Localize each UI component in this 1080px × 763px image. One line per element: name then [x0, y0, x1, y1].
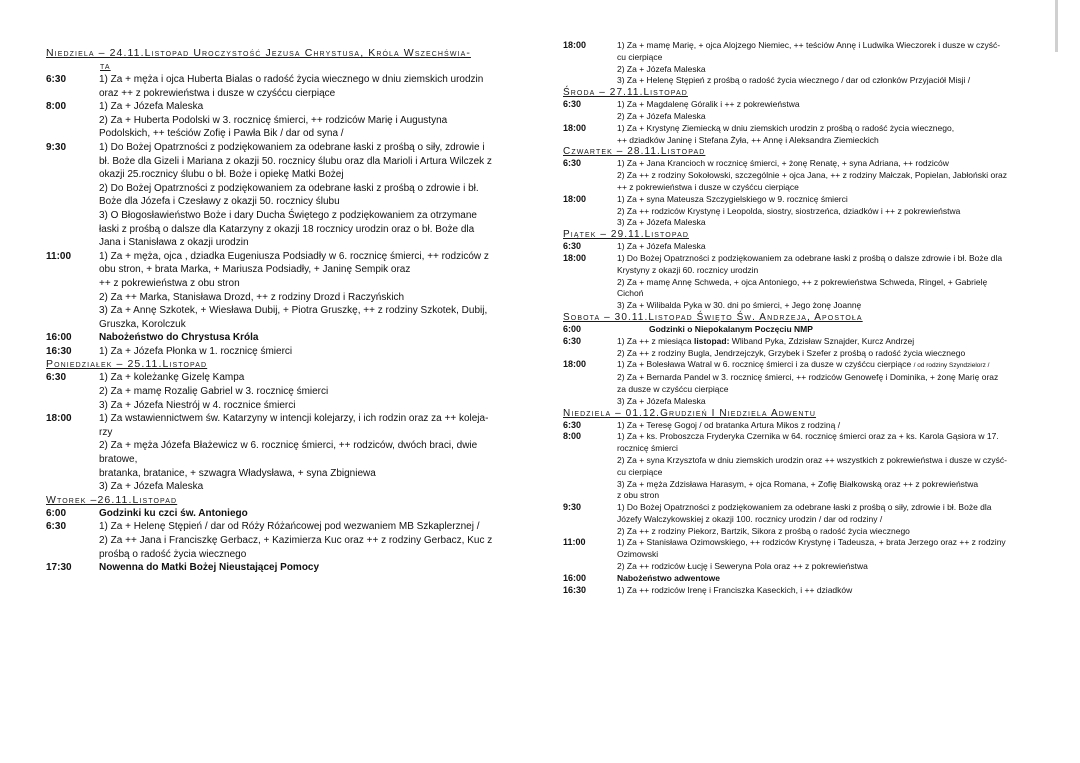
donor-note: / od rodziny Szyndzielorz /: [913, 362, 990, 370]
mass-time: 6:30: [563, 335, 582, 346]
intention-line: prośbą o radość życia wiecznego: [99, 548, 247, 560]
month-label: listopad:: [694, 335, 730, 346]
intention-line: 1) Do Bożej Opatrzności z podziękowaniem za odebrane łaski z prośbą o dalsze zdrowie i bł. Boże dla: [617, 252, 1003, 263]
intention-line: bł. Boże dla Gizeli i Mariana z okazji 50. rocznicy ślubu oraz dla Marioli i Artura Wilczek z: [99, 155, 492, 167]
intention-line: 1) Za + Helenę Stępień / dar od Róży Różańcowej pod wezwaniem MB Szkaplerznej /: [99, 521, 480, 533]
mass-time: 6:30: [563, 158, 582, 169]
intention-line: 1) Za + Krystynę Ziemiecką w dniu ziemskich urodzin z prośbą o radość życia wiecznego,: [617, 122, 955, 133]
service-time: 16:00: [563, 572, 587, 583]
intention-line: 2) Za + mamę Annę Schweda, + ojca Antoniego, ++ z pokrewieństwa Schweda, Ringel, + Gabrielę: [617, 276, 988, 287]
intention-line: 2) Za ++ z rodziny Bugla, Jendrzejczyk, Grzybek i Szefer z prośbą o radość życia wiecznego: [617, 347, 966, 358]
mass-entry: [46, 412, 516, 494]
intention-line: obu stron, + brata Marka, + Mariusza Podsiadły, + Janinę Sempik oraz: [99, 264, 411, 276]
service-title: Godzinki o Niepokalanym Poczęciu NMP: [649, 323, 813, 334]
mass-entry: [46, 141, 516, 250]
service-entry: [563, 324, 1045, 336]
intention-line: 2) Za + Bernarda Pandel w 3. rocznicę śmierci, ++ rodziców Genowefę i Dominika, + żonę Marię oraz: [617, 372, 999, 383]
mass-entry: [563, 585, 1045, 597]
intention-line: 1) Za + męża i ojca Huberta Bialas o radość życia wiecznego w dniu ziemskich urodzin: [99, 74, 484, 85]
mass-entry: [563, 241, 1045, 253]
service-time: 17:30: [46, 562, 72, 574]
intention-line: 2) Za ++ rodziców Łucję i Seweryna Pola oraz ++ z pokrewieństwa: [617, 561, 868, 572]
intention-line: łaski z prośbą o dalsze dla Katarzyny z okazji 18 rocznicy urodzin oraz o bł. Boże dla: [99, 223, 475, 235]
mass-time: 8:00: [46, 101, 67, 113]
intention-line: Krystyny z okazji 60. rocznicy urodzin: [617, 264, 759, 275]
mass-entry: [46, 371, 516, 412]
mass-entry: [563, 502, 1045, 537]
intention-line: 1) Za + Teresę Gogoj / od bratanka Artura Mikos z rodziną /: [617, 419, 841, 430]
intention-line: 2) Za ++ Jana i Franciszkę Gerbacz, + Kazimierza Kuc oraz ++ z rodziny Gerbacz, Kuc z: [99, 535, 493, 546]
intention-text: 1) Za + Bolesława Watral w 6. rocznicę śmierci i za dusze w czyśćcu cierpiące: [617, 359, 914, 370]
intention-line: 3) Za + męża Zdzisława Harasym, + ojca Romana, + Zofię Białkowską oraz ++ z pokrewieństwa: [617, 478, 979, 489]
intention-line: bratowe,: [99, 454, 138, 466]
left-column: [46, 0, 516, 575]
service-entry: [46, 561, 516, 575]
mass-time: 6:30: [563, 99, 582, 110]
mass-entry: [563, 194, 1045, 229]
intention-text: Wliband Pyka, Zdzisław Sznajder, Kurcz Andrzej: [729, 335, 915, 346]
service-title: Nowenna do Matki Bożej Nieustającej Pomocy: [99, 562, 320, 574]
day-header-saturday-30: Sobota – 30.11.Listopad Święto Św. Andrzeja, Apostoła: [563, 311, 863, 323]
intention-line: 1) Do Bożej Opatrzności z podziękowaniem za odebrane łaski z prośbą o siły, zdrowie i: [99, 141, 485, 153]
intention-line: 2) Za ++ Marka, Stanisława Drozd, ++ z rodziny Drozd i Raczyńskich: [99, 291, 405, 303]
mass-entry: [46, 100, 516, 141]
service-entry: [46, 331, 516, 345]
day-header-wednesday-27: Środa – 27.11.Listopad: [563, 87, 688, 99]
right-column: [563, 0, 1045, 596]
intention-line: 2) Za + mamę Rozalię Gabriel w 3. rocznicę śmierci: [99, 386, 329, 398]
intention-line: bratanka, bratanice, + szwagra Władysława, + syna Zbigniewa: [99, 467, 376, 479]
intention-line: 2) Za + Huberta Podolski w 3. rocznicę śmierci, ++ rodziców Marię i Augustyna: [99, 114, 448, 126]
intention-line: 3) O Błogosławieństwo Boże i dary Ducha Świętego z podziękowaniem za otrzymane: [99, 209, 477, 221]
intention-line: Ozimowski: [617, 549, 659, 560]
day-header-monday-25: Poniedziałek – 25.11.Listopad: [46, 358, 208, 371]
intention-line: cu cierpiące: [617, 51, 663, 62]
mass-time: 6:30: [46, 521, 67, 533]
mass-time: 6:30: [46, 74, 67, 85]
mass-time: 18:00: [46, 413, 72, 425]
intention-line: cu cierpiące: [617, 466, 663, 477]
service-entry: [46, 507, 516, 521]
mass-time: 11:00: [563, 537, 586, 548]
intention-line: rocznicę śmierci: [617, 443, 678, 454]
day-header-friday-29: Piątek – 29.11.Listopad: [563, 229, 690, 241]
day-header-text-cont: ta: [100, 60, 111, 72]
intention-line: oraz ++ z pokrewieństwa i dusze w czyśćcu cierpiące: [99, 87, 336, 99]
intention-line: 1) Za + mamę Marię, + ojca Alojzego Niemiec, ++ teściów Annę i Ludwika Wieczorek i dusze w czyść-: [617, 40, 1001, 50]
intention-line: 2) Za ++ z rodziny Sokołowski, szczególnie + ojca Jana, ++ z rodziny Małczak, Popielan, Jabłoński oraz: [617, 170, 1008, 181]
intention-text: 1) Za ++ z miesiąca: [617, 335, 695, 346]
mass-entry: [46, 250, 516, 332]
intention-line: 1) Za + ks. Proboszcza Fryderyka Czernika w 64. rocznicę śmierci oraz za + ks. Karola Gąsiora w 17.: [617, 431, 999, 442]
mass-entry: [563, 253, 1045, 312]
intention-line: Jana i Stanisława z okazji urodzin: [99, 237, 249, 249]
mass-time: 18:00: [563, 193, 587, 204]
mass-time: 8:00: [563, 431, 582, 442]
intention-line: 2) Za ++ rodziców Krystynę i Leopolda, siostry, siostrzeńca, dziadków i ++ z pokrewieństwa: [617, 205, 961, 216]
intention-line: Cichoń: [617, 288, 644, 299]
intention-line: [617, 336, 1045, 348]
mass-time: 16:30: [46, 345, 72, 357]
service-time: 16:00: [46, 332, 72, 344]
intention-line: 2) Za + Józefa Maleska: [617, 63, 706, 74]
mass-entry: [46, 520, 516, 561]
mass-time: 16:30: [563, 584, 587, 595]
mass-time: 18:00: [563, 122, 587, 133]
intention-line: Podolskich, ++ teściów Zofię i Pawła Bik / dar od syna /: [99, 128, 344, 140]
intention-line: 2) Za + syna Krzysztofa w dniu ziemskich urodzin oraz ++ wszystkich z pokrewieństwa i dusze w czyść-: [617, 454, 1007, 465]
intention-line: 2) Za + męża Józefa Błażewicz w 6. rocznicę śmierci, ++ rodziców, dwóch braci, dwie: [99, 440, 478, 452]
mass-entry: [563, 431, 1045, 502]
intention-line: 3) Za + Józefa Maleska: [99, 481, 204, 493]
mass-time: 6:30: [563, 241, 582, 252]
mass-time: 6:30: [563, 419, 582, 430]
intention-line: 1) Za + Józefa Płonka w 1. rocznicę śmierci: [99, 345, 293, 357]
mass-entry: [563, 40, 1045, 87]
intention-line: 2) Za ++ z rodziny Piekorz, Bartzik, Sikora z prośbą o radość życia wiecznego: [617, 525, 910, 536]
intention-line: 1) Za ++ rodziców Irenę i Franciszka Kaseckich, i ++ dziadków: [617, 584, 853, 595]
intention-line: Boże dla Józefa i Czesławy z okazji 50. rocznicy ślubu: [99, 196, 340, 208]
intention-line: ++ z pokrewieństwa i dusze w czyśćcu cierpiące: [617, 181, 799, 192]
intention-line: 1) Za + Jana Krancioch w rocznicę śmierci, + żonę Renatę, + syna Adriana, ++ rodziców: [617, 158, 949, 169]
mass-entry: [46, 345, 516, 359]
mass-entry: [563, 420, 1045, 432]
mass-time: 18:00: [563, 359, 587, 370]
intention-line: 1) Za + Stanisława Ozimowskiego, ++ rodziców Krystynę i Tadeusza, + brata Jerzego oraz ++ z rodziny: [617, 537, 1006, 548]
mass-time: 18:00: [563, 40, 587, 50]
intention-line: 3) Za + Helenę Stępień z prośbą o radość życia wiecznego / dar od członków Przyjaciół Misji /: [617, 75, 971, 86]
intention-line: Gruszka, Korolczuk: [99, 318, 186, 330]
mass-entry: [563, 359, 1045, 407]
intention-line: 3) Za + Józefa Maleska: [617, 217, 706, 228]
intention-line: 2) Za + Józefa Maleska: [617, 110, 706, 121]
intention-line: 1) Za + Magdalenę Góralik i ++ z pokrewieństwa: [617, 99, 800, 110]
intention-line: ++ z pokrewieństwa z obu stron: [99, 277, 240, 289]
day-header-text: Niedziela – 24.11.Listopad Uroczystość Jezusa Chrystusa, Króla Wszechświa-: [46, 47, 471, 59]
day-header-tuesday-26: Wtorek –26.11.Listopad: [46, 493, 178, 506]
mass-entry: [563, 158, 1045, 193]
service-title: Godzinki ku czci św. Antoniego: [99, 507, 248, 519]
service-entry: [563, 573, 1045, 585]
intention-line: 2) Do Bożej Opatrzności z podziękowaniem za odebrane łaski z prośbą o zdrowie i bł.: [99, 182, 479, 194]
service-title: Nabożeństwo adwentowe: [617, 572, 720, 583]
mass-entry: [46, 73, 516, 100]
intention-line: 1) Za + koleżankę Gizelę Kampa: [99, 372, 245, 384]
service-time: 6:00: [46, 507, 67, 519]
day-header-sunday-01: Niedziela – 01.12.Grudzień I Niedziela Adwentu: [563, 407, 817, 419]
mass-entry: [563, 123, 1045, 147]
scrollbar[interactable]: [1055, 0, 1058, 52]
mass-time: 18:00: [563, 252, 587, 263]
mass-time: 9:30: [46, 141, 67, 153]
service-title: Nabożeństwo do Chrystusa Króla: [99, 332, 259, 344]
mass-time: 11:00: [46, 250, 72, 262]
intention-line: okazji 25.rocznicy ślubu o bł. Boże i opiekę Matki Bożej: [99, 169, 344, 181]
mass-entry: [563, 99, 1045, 123]
intention-line: za dusze w czyśćcu cierpiące: [617, 383, 729, 394]
intention-line: 3) Za + Annę Szkotek, + Wiesława Dubij, + Piotra Gruszkę, ++ z rodziny Szkotek, Dubij,: [99, 305, 488, 317]
intention-line: ++ dziadków Janinę i Stefana Żyła, ++ Annę i Aleksandra Ziemieckich: [617, 134, 879, 145]
intention-line: Józefy Walczykowskiej z okazji 100. rocznicy urodzin / dar od rodziny /: [617, 513, 883, 524]
intention-line: 1) Za wstawiennictwem św. Katarzyny w intencji kolejarzy, i ich rodzin oraz za ++ koleja-: [99, 413, 489, 425]
mass-entry: [563, 336, 1045, 360]
service-time: 6:00: [563, 323, 582, 334]
intention-line: [617, 359, 1045, 372]
day-header-sunday-24: [46, 47, 516, 73]
day-header-thursday-28: Czwartek – 28.11.Listopad: [563, 146, 706, 158]
intention-line: 1) Za + Józefa Maleska: [99, 101, 204, 113]
mass-entry: [563, 537, 1045, 572]
intention-line: 1) Za + męża, ojca , dziadka Eugeniusza Podsiadły w 6. rocznicę śmierci, ++ rodziców z: [99, 250, 489, 262]
intention-line: 3) Za + Józefa Niestrój w 4. rocznice śmierci: [99, 399, 296, 411]
intention-line: z obu stron: [617, 490, 660, 501]
mass-time: 9:30: [563, 502, 582, 513]
intention-line: 1) Do Bożej Opatrzności z podziękowaniem za odebrane łaski z prośbą o siły, zdrowie i bł. Boże dla: [617, 502, 992, 513]
intention-line: 3) Za + Wilibalda Pyka w 30. dni po śmierci, + Jego żonę Joannę: [617, 300, 862, 311]
intention-line: rzy: [99, 426, 113, 438]
intention-line: 1) Za + syna Mateusza Szczygielskiego w 9. rocznicę śmierci: [617, 193, 848, 204]
intention-line: 1) Za + Józefa Maleska: [617, 241, 706, 252]
mass-time: 6:30: [46, 372, 67, 384]
intention-line: 3) Za + Józefa Maleska: [617, 395, 706, 406]
